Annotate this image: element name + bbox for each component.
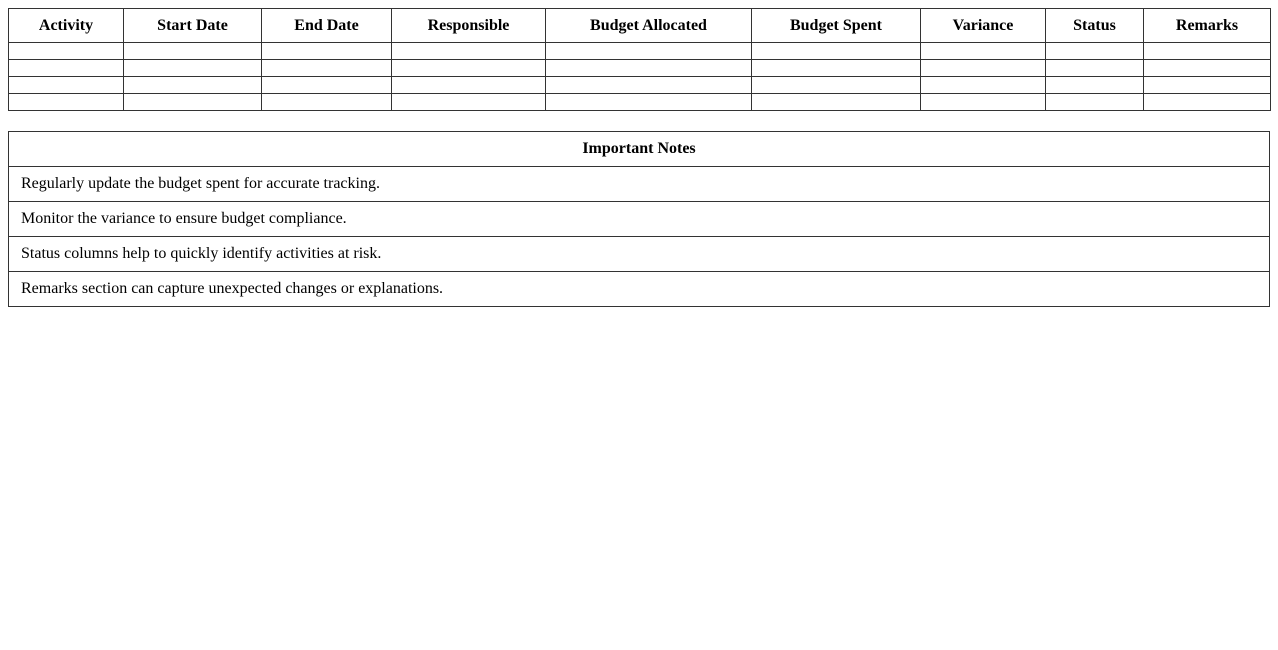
table-cell — [752, 77, 921, 94]
table-cell — [546, 94, 752, 111]
table-cell — [1046, 77, 1144, 94]
notes-row — [9, 272, 1270, 307]
table-row — [9, 60, 1271, 77]
table-cell — [546, 77, 752, 94]
table-cell — [1144, 43, 1271, 60]
column-header-activity: Activity — [9, 9, 124, 43]
column-header-budget-spent: Budget Spent — [752, 9, 921, 43]
table-cell — [124, 94, 262, 111]
note-item: Monitor the variance to ensure budget compliance. — [9, 202, 1270, 237]
table-cell — [1046, 94, 1144, 111]
column-header-remarks: Remarks — [1144, 9, 1271, 43]
column-header-responsible: Responsible — [392, 9, 546, 43]
table-cell — [9, 43, 124, 60]
table-header-row — [9, 9, 1271, 43]
table-cell — [921, 43, 1046, 60]
budget-tracking-table — [8, 8, 1271, 111]
table-row — [9, 43, 1271, 60]
table-cell — [124, 60, 262, 77]
table-cell — [392, 60, 546, 77]
column-header-variance: Variance — [921, 9, 1046, 43]
table-cell — [1144, 77, 1271, 94]
table-cell — [262, 77, 392, 94]
table-cell — [9, 60, 124, 77]
table-cell — [546, 43, 752, 60]
table-cell — [392, 77, 546, 94]
table-cell — [921, 94, 1046, 111]
table-cell — [9, 94, 124, 111]
notes-row — [9, 167, 1270, 202]
column-header-start-date: Start Date — [124, 9, 262, 43]
table-cell — [921, 77, 1046, 94]
column-header-end-date: End Date — [262, 9, 392, 43]
table-row — [9, 94, 1271, 111]
important-notes-table — [8, 131, 1270, 307]
column-header-status: Status — [1046, 9, 1144, 43]
table-cell — [262, 43, 392, 60]
table-cell — [1144, 94, 1271, 111]
table-cell — [392, 43, 546, 60]
table-cell — [921, 60, 1046, 77]
table-cell — [546, 60, 752, 77]
note-item: Remarks section can capture unexpected changes or explanations. — [9, 272, 1270, 307]
table-cell — [752, 43, 921, 60]
table-cell — [262, 94, 392, 111]
note-item: Status columns help to quickly identify activities at risk. — [9, 237, 1270, 272]
column-header-budget-allocated: Budget Allocated — [546, 9, 752, 43]
table-cell — [752, 94, 921, 111]
table-cell — [1144, 60, 1271, 77]
note-item: Regularly update the budget spent for accurate tracking. — [9, 167, 1270, 202]
table-cell — [124, 43, 262, 60]
table-cell — [1046, 60, 1144, 77]
notes-title: Important Notes — [9, 132, 1270, 167]
table-cell — [752, 60, 921, 77]
table-cell — [1046, 43, 1144, 60]
table-cell — [392, 94, 546, 111]
table-cell — [124, 77, 262, 94]
table-cell — [9, 77, 124, 94]
table-row — [9, 77, 1271, 94]
notes-header-row — [9, 132, 1270, 167]
table-cell — [262, 60, 392, 77]
notes-row — [9, 237, 1270, 272]
notes-row — [9, 202, 1270, 237]
document-page — [0, 0, 1278, 307]
